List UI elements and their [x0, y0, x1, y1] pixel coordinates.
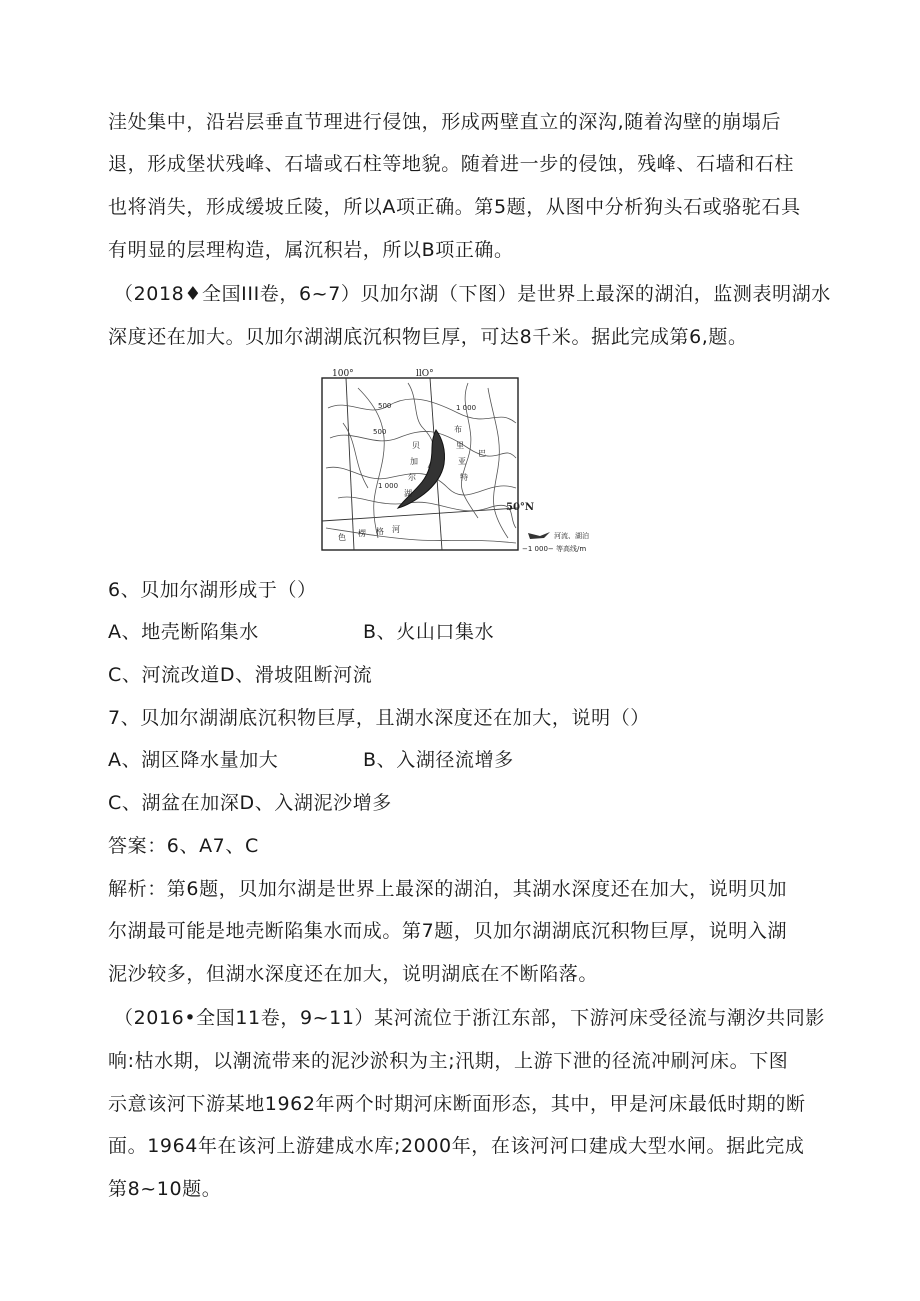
map-frame: [322, 378, 518, 550]
place-char: 加: [410, 457, 418, 466]
contour-1000-top: 1 000: [456, 404, 477, 412]
q7-stem: 7、贝加尔湖湖底沉积物巨厚，且湖水深度还在加大，说明（）: [108, 707, 650, 729]
intro3-line1: （2016•全国11卷，9~11）某河流位于浙江东部，下游河床受径流与潮汐共同影: [114, 1007, 825, 1029]
place-char: 巴: [478, 449, 486, 458]
analysis-line1: 解析：第6题，贝加尔湖是世界上最深的湖泊，其湖水深度还在加大，说明贝加: [108, 878, 788, 900]
place-char: 色: [338, 533, 346, 542]
q6-stem: 6、贝加尔湖形成于（）: [108, 579, 317, 601]
q7-option-a: A、湖区降水量加大: [108, 749, 279, 771]
q7-options-ab: [108, 748, 708, 772]
intro3-line3: 示意该河下游某地1962年两个时期河床断面形态，其中，甲是河床最低时期的断: [108, 1093, 806, 1115]
place-char: 里: [456, 441, 464, 450]
para1-line3: 也将消失，形成缓坡丘陵，所以A项正确。第5题，从图中分析狗头石或骆驼石具: [108, 196, 801, 218]
intro3-line2: 响:枯水期，以潮流带来的泥沙淤积为主;汛期，上游下泄的径流冲刷河床。下图: [108, 1050, 789, 1072]
para1-line1: 洼处集中，沿岩层垂直节理进行侵蚀，形成两壁直立的深沟,随着沟壁的崩塌后: [108, 111, 782, 133]
para1-line4: 有明显的层理构造，属沉积岩，所以B项正确。: [108, 239, 514, 261]
intro2-line1: （2018♦全国III卷，6~7）贝加尔湖（下图）是世界上最深的湖泊，监测表明湖水: [114, 283, 831, 305]
q7-option-cd: C、湖盆在加深D、入湖泥沙增多: [108, 792, 392, 814]
legend-contour-label: −1 000− 等高线/m: [522, 545, 587, 553]
lon-110-label: llO°: [416, 369, 434, 379]
place-char: 河: [392, 525, 400, 534]
para1-line2: 退，形成堡状残峰、石墙或石柱等地貌。随着进一步的侵蚀，残峰、石墙和石柱: [108, 153, 795, 175]
intro3-line5: 第8~10题。: [108, 1178, 222, 1200]
lon-100-label: 100°: [332, 369, 354, 379]
place-char: 布: [454, 425, 462, 434]
q6-option-a: A、地壳断陷集水: [108, 621, 259, 643]
place-char: 贝: [412, 441, 420, 450]
q6-options-ab: [108, 620, 708, 644]
analysis-line3: 泥沙较多，但湖水深度还在加大，说明湖底在不断陷落。: [108, 963, 599, 985]
place-char: 尔: [408, 473, 416, 482]
q6-option-cd: C、河流改道D、滑坡阻断河流: [108, 664, 373, 686]
baikal-map: [318, 368, 610, 562]
place-char: 格: [376, 527, 384, 536]
intro3-line4: 面。1964年在该河上游建成水库;2000年，在该河河口建成大型水闸。据此完成: [108, 1135, 805, 1157]
place-char: 湖: [404, 489, 412, 498]
answer-line: 答案：6、A7、C: [108, 835, 259, 857]
contour-500: 500: [378, 402, 392, 410]
legend-lake-label: 河流、湖泊: [554, 532, 589, 540]
q7-option-b: B、入湖径流增多: [363, 749, 514, 771]
place-char: 亚: [458, 457, 466, 466]
place-char: 楞: [358, 529, 366, 538]
analysis-line2: 尔湖最可能是地壳断陷集水而成。第7题，贝加尔湖湖底沉积物巨厚，说明入湖: [108, 920, 788, 942]
contour-1000-left: 1 000: [378, 482, 399, 490]
lat-50n-label: 50°N: [506, 502, 535, 513]
intro2-line2: 深度还在加大。贝加尔湖湖底沉积物巨厚，可达8千米。据此完成第6,题。: [108, 326, 748, 348]
legend-lake-swatch: [528, 532, 550, 539]
q6-option-b: B、火山口集水: [363, 621, 495, 643]
contour-500b: 500: [373, 428, 387, 436]
place-char: 特: [460, 473, 468, 482]
